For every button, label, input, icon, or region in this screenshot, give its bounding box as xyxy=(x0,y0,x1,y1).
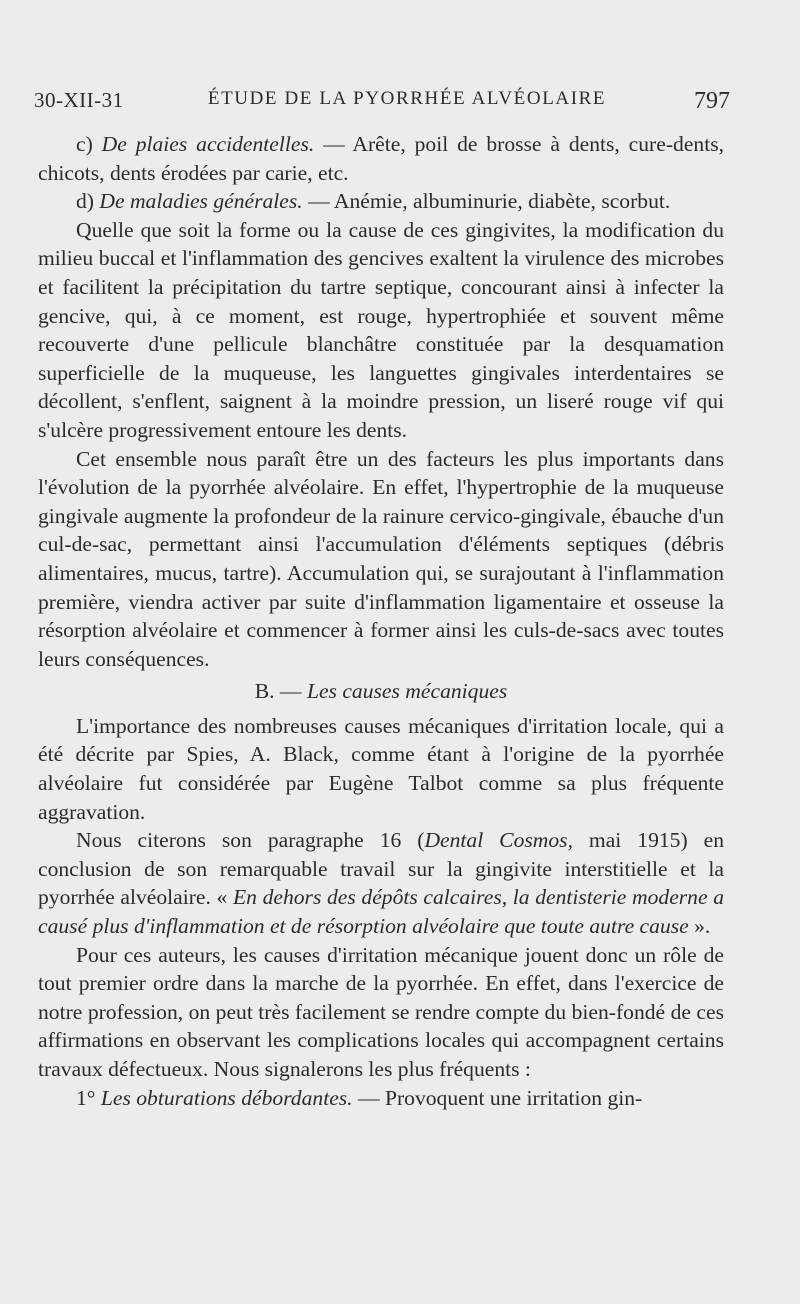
paragraph: Cet ensemble nous paraît être un des facteurs les plus importants dans l'évolution de la pyorrhée alvéolaire. En effet, l'hypertrophie de la muqueuse gingivale augmente la profondeur de la rainure cervico-gingivale, ébauche d'un cul-de-sac, permettant ainsi l'accumulation d'éléments septiques (débris alimentaires, mucus, tartre). Accumulation qui, se surajoutant à l'inflammation première, viendra activer par suite d'inflammation ligamentaire et osseuse la résorption alvéolaire et commencer à former ainsi les culs-de-sacs avec toutes leurs conséquences. xyxy=(38,446,724,671)
page-body xyxy=(38,130,724,1112)
paragraph: Pour ces auteurs, les causes d'irritation mécanique jouent donc un rôle de tout premier ordre dans la marche de la pyorrhée. En effet, dans l'exercice de notre profession, on peut très facilement se rendre compte du bien-fondé de ces affirmations en observant les complications locales qui accompagnent certains travaux défectueux. Nous signalerons les plus fréquents : xyxy=(38,942,724,1081)
paragraph-citation xyxy=(38,826,724,940)
journal-title: Dental Cosmos, xyxy=(424,828,573,853)
text-run: Nous citerons son paragraphe 16 ( xyxy=(76,828,425,853)
paragraph-d xyxy=(38,187,724,216)
list-marker: c) xyxy=(76,132,102,156)
list-marker: d) xyxy=(76,189,100,214)
section-heading xyxy=(38,677,724,706)
paragraph: L'importance des nombreuses causes mécaniques d'irritation locale, qui a été décrite par Spies, A. Black, comme étant à l'origine de la pyorrhée alvéolaire fut considérée par Eugène Talbot comme sa plus fréquente aggravation. xyxy=(38,713,724,824)
running-title: ÉTUDE DE LA PYORRHÉE ALVÉOLAIRE xyxy=(207,88,607,109)
quotation: En dehors des dépôts calcaires, la dentisterie moderne a causé plus d'inflammation et de résorption alvéolaire que toute autre cause xyxy=(38,885,724,939)
paragraph-item-1 xyxy=(38,1084,724,1113)
text-run: mai 1915) en conclusion de son remarquable travail sur la gingivite interstitielle et la pyorrhée alvéolaire. « xyxy=(38,828,724,910)
running-header xyxy=(34,88,730,118)
header-date: 30-XII-31 xyxy=(34,88,124,112)
item-heading: De maladies générales. xyxy=(99,189,303,214)
paragraph: Quelle que soit la forme ou la cause de ces gingivites, la modification du milieu buccal et l'inflammation des gencives exaltent la virulence des microbes et facilitent la précipitation du tartre septique, concourant ainsi à infecter la gencive, qui, à ce moment, est rouge, hypertrophiée et souvent même recouverte d'une pellicule blanchâtre constituée par la desquamation superficielle de la muqueuse, les languettes gingivales interdentaires se décollent, s'enflent, saignent à la moindre pression, un liseré rouge vif qui s'ulcère progressivement entoure les dents. xyxy=(38,217,724,442)
item-heading: De plaies accidentelles. xyxy=(101,132,315,156)
section-label: B. — xyxy=(254,679,307,704)
item-text: — Provoquent une irritation gin- xyxy=(352,1085,643,1110)
paragraph-c xyxy=(38,130,724,187)
item-heading: Les obturations débordantes. xyxy=(100,1085,353,1110)
text-run: ». xyxy=(688,914,711,939)
item-text: — Anémie, albuminurie, diabète, scorbut. xyxy=(302,189,671,214)
section-title: Les causes mécaniques xyxy=(306,679,508,704)
page-number: 797 xyxy=(694,88,730,114)
item-text: — Arête, poil de brosse à dents, cure-dents, chicots, dents érodées par carie, etc. xyxy=(38,132,724,185)
list-marker: 1° xyxy=(76,1085,101,1110)
